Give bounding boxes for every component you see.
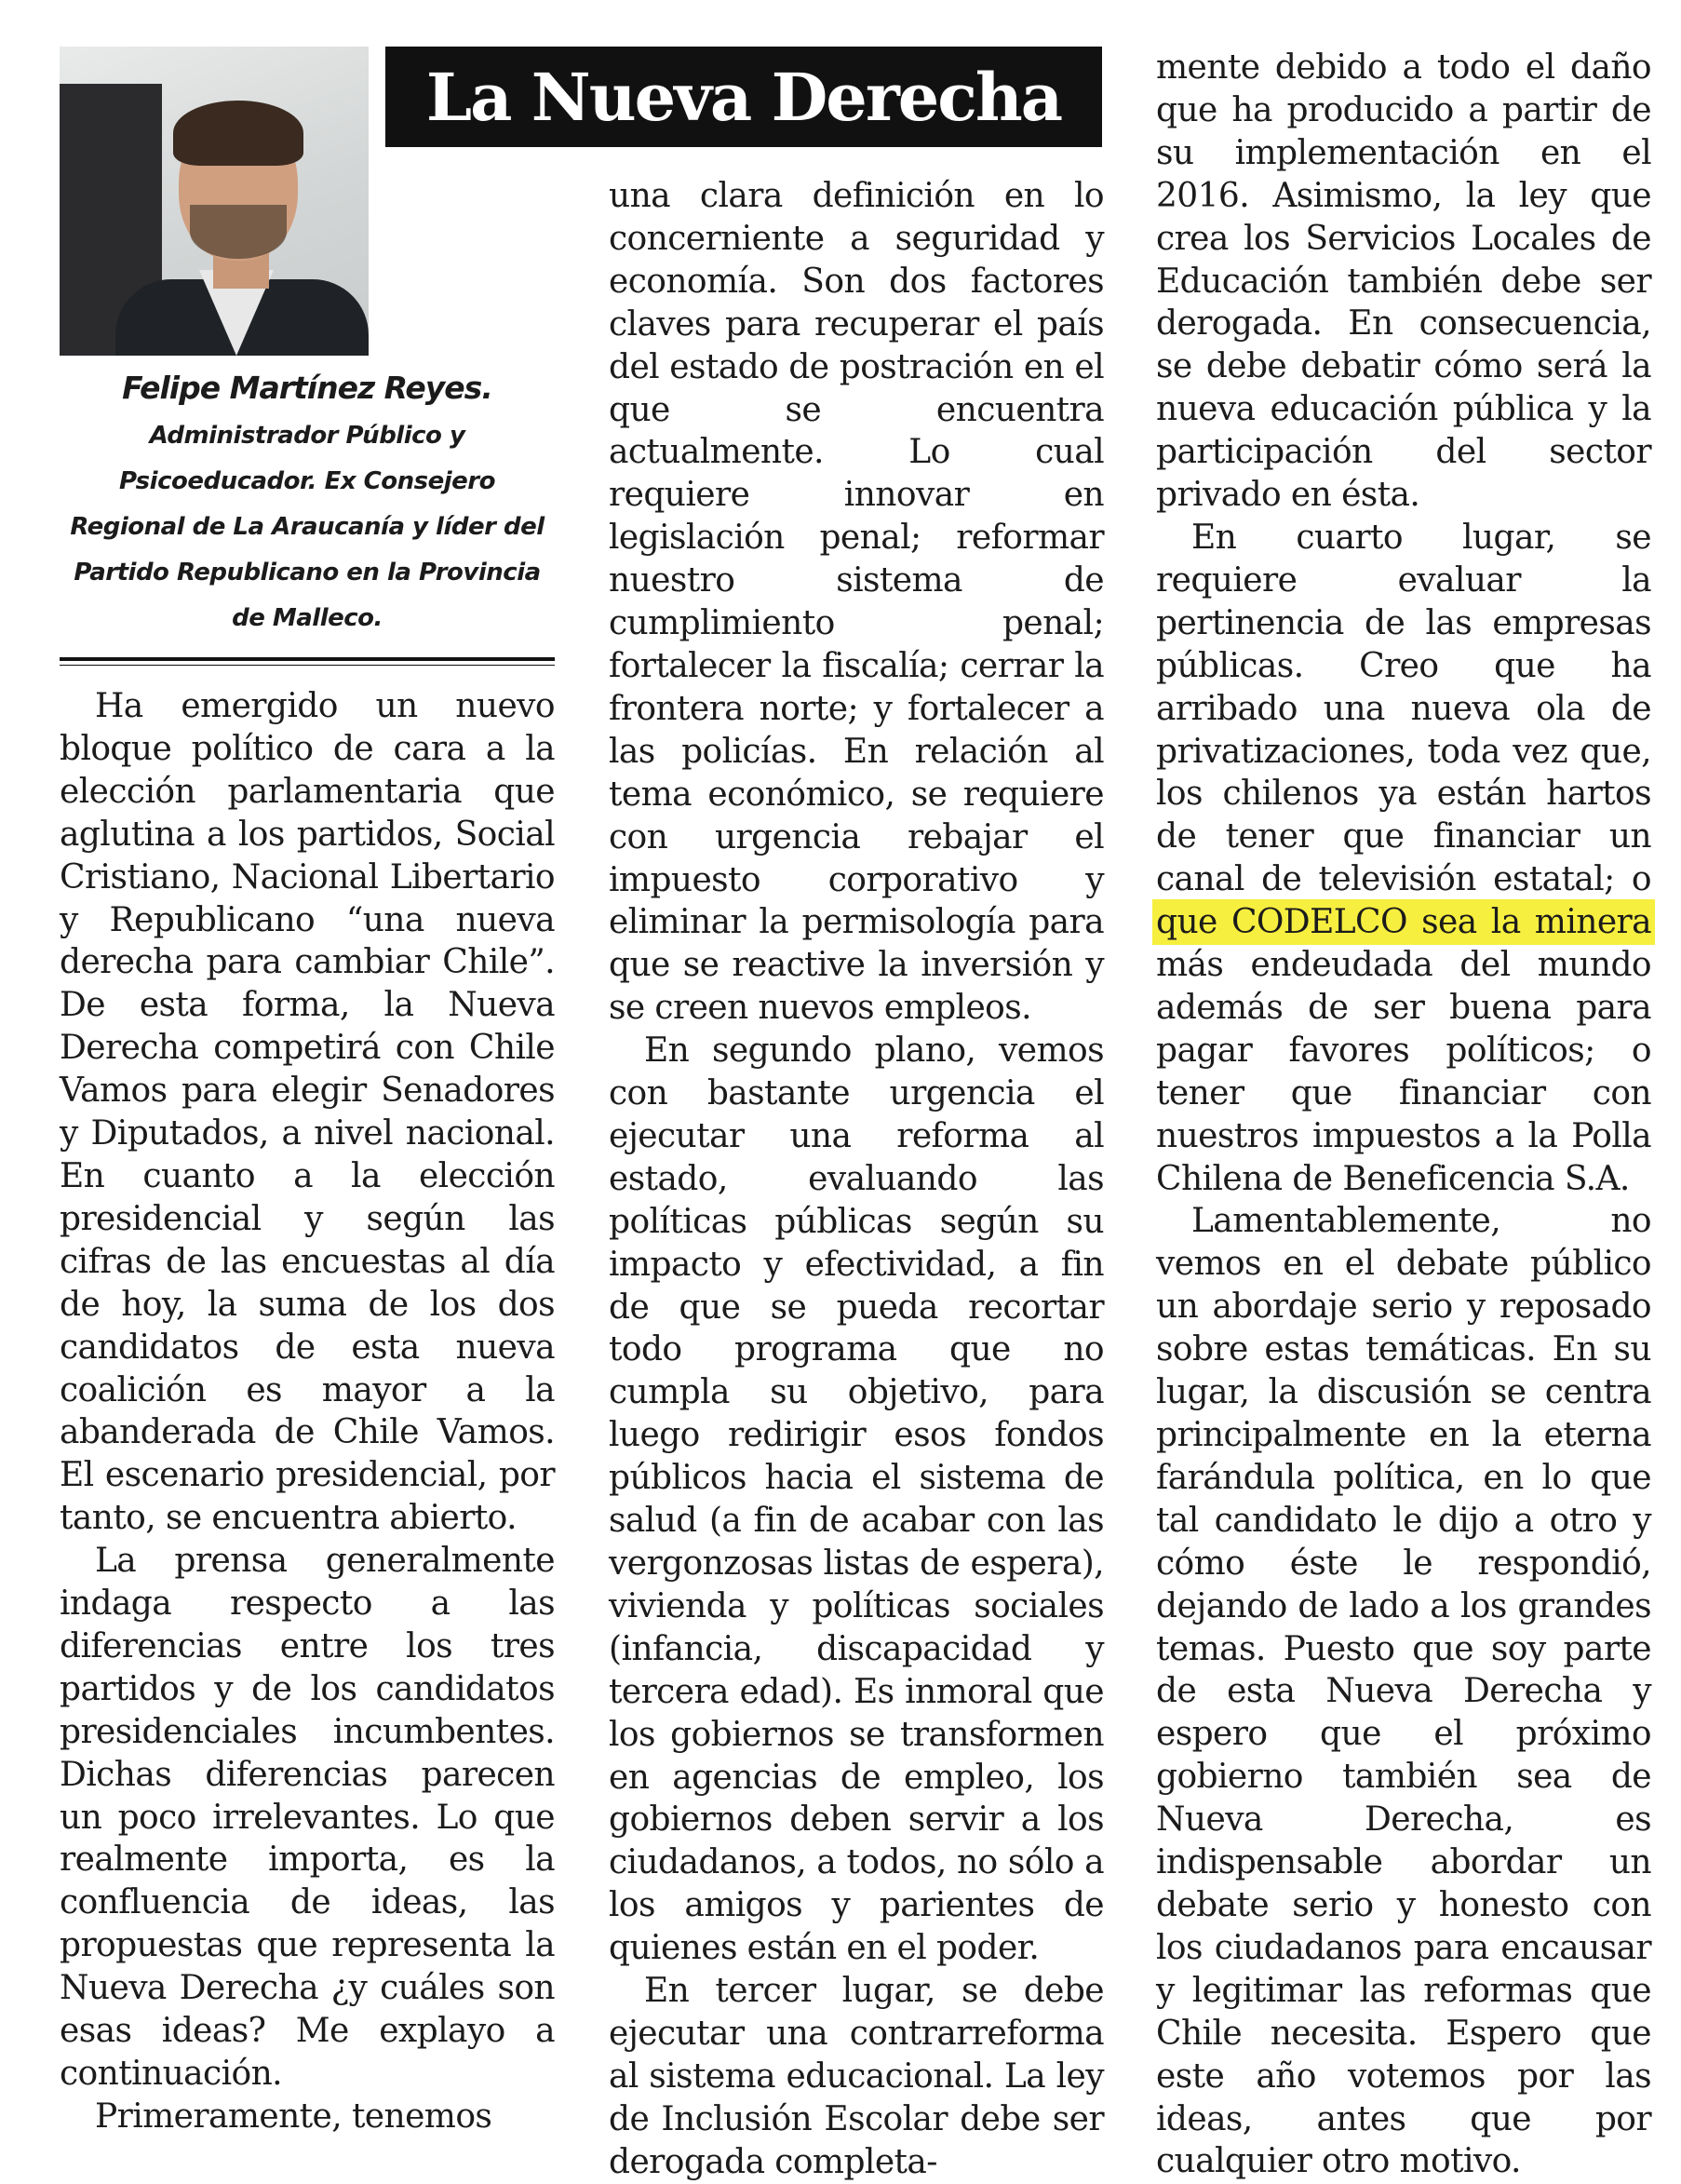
headline-bar <box>385 47 1102 147</box>
paragraph: Lamentablemente, no vemos en el debate público un abordaje serio y reposado sobre estas temáticas. En su lugar, la discusión se centra principalmente en la eterna farándula política, en lo que tal candidato le dijo a otro y cómo éste le respondió, dejando de lado a los grandes temas. Puesto que soy parte de esta Nueva Derecha y espero que el próximo gobierno también sea de Nueva Derecha, es indispensable abordar un debate serio y honesto con los ciudadanos para encausar y legitimar las reformas que Chile necesita. Espero que este año votemos por las ideas, antes que por cualquier otro motivo. <box>1156 1202 1651 2181</box>
paragraph-text: más endeudada del mundo además de ser buena para pagar favores políticos; o tener que financiar con nuestros impuestos a la Polla Chilena de Beneficencia S.A. <box>1156 946 1651 1198</box>
author-bio-line-3: Regional de La Araucanía y líder del <box>70 513 545 541</box>
paragraph: En tercer lugar, se debe ejecutar una contrarreforma al sistema educacional. La ley de Inclusión Escolar debe ser derogada completa- <box>609 1972 1104 2181</box>
paragraph: mente debido a todo el daño que ha producido a partir de su implementación en el 2016. Asimismo, la ley que crea los Servicios Locales de Educación también debe ser derogada. En consecuencia, se debe debatir cómo será la nueva educación pública y la participación del sector privado en ésta. <box>1156 48 1651 515</box>
author-bio-line-4: Partido Republicano en la Provincia <box>74 559 541 586</box>
photo-hair <box>173 101 303 166</box>
byline-divider-thin <box>60 665 555 666</box>
article-column-1 <box>60 685 555 2138</box>
author-bio-line-2: Psicoeducador. Ex Consejero <box>119 467 495 495</box>
paragraph: Primeramente, tenemos <box>95 2096 492 2136</box>
author-photo <box>60 47 369 356</box>
paragraph: Ha emergido un nuevo bloque político de cara a la elección parlamentaria que aglutina a los partidos, Social Cristiano, Nacional Libertario y Republicano “una nueva derecha para cambiar Chile”. De esta forma, la Nueva Derecha competirá con Chile Vamos para elegir Senadores y Diputados, a nivel nacional. En cuanto a la elección presidencial y según las cifras de las encuestas al día de hoy, la suma de los dos candidatos de esta nueva coalición es mayor a la abanderada de Chile Vamos. El escenario presidencial, por tanto, se encuentra abierto. <box>60 687 555 1538</box>
article-column-2 <box>609 175 1104 2184</box>
article-column-3 <box>1156 47 1651 2183</box>
paragraph-highlighted <box>1156 517 1651 1201</box>
author-byline <box>60 363 555 641</box>
author-bio-line-1: Administrador Público y <box>149 422 465 450</box>
author-name: Felipe Martínez Reyes. <box>122 370 492 406</box>
highlighted-text: que CODELCO sea la minera <box>1156 903 1651 942</box>
photo-beard <box>190 205 287 259</box>
paragraph: una clara definición en lo concerniente a seguridad y economía. Son dos factores claves para recuperar el país del estado de postración en el que se encuentra actualmente. Lo cual requiere innovar en legislación penal; reformar nuestro sistema de cumplimiento penal; fortalecer la fiscalía; cerrar la frontera norte; y fortalecer a las policías. En relación al tema económico, se requiere con urgencia rebajar el impuesto corporativo y eliminar la permisología para que se reactive la inversión y se creen nuevos empleos. <box>609 177 1104 1028</box>
paragraph-text: En cuarto lugar, se requiere evaluar la pertinencia de las empresas públicas. Creo que ha arribado una nueva ola de privatizaciones, toda vez que, los chilenos ya están hartos de tener que financiar un canal de televisión estatal; o <box>1156 518 1651 899</box>
paragraph: La prensa generalmente indaga respecto a las diferencias entre los tres partidos y de los candidatos presidenciales incumbentes. Dichas diferencias parecen un poco irrelevantes. Lo que realmente importa, es la confluencia de ideas, las propuestas que representa la Nueva Derecha ¿y cuáles son esas ideas? Me explayo a continuación. <box>60 1542 555 2093</box>
author-bio-line-5: de Malleco. <box>232 604 383 632</box>
byline-divider <box>60 657 555 661</box>
paragraph: En segundo plano, vemos con bastante urgencia el ejecutar una reforma al estado, evaluando las políticas públicas según su impacto y efectividad, a fin de que se pueda recortar todo programa que no cumpla su objetivo, para luego redirigir esos fondos públicos hacia el sistema de salud (a fin de acabar con las vergonzosas listas de espera), vivienda y políticas sociales (infancia, discapacidad y tercera edad). Es inmoral que los gobiernos se transformen en agencias de empleo, los gobiernos deben servir a los ciudadanos, a todos, no sólo a los amigos y parientes de quienes están en el poder. <box>609 1031 1104 1968</box>
article-title: La Nueva Derecha <box>425 58 1062 136</box>
